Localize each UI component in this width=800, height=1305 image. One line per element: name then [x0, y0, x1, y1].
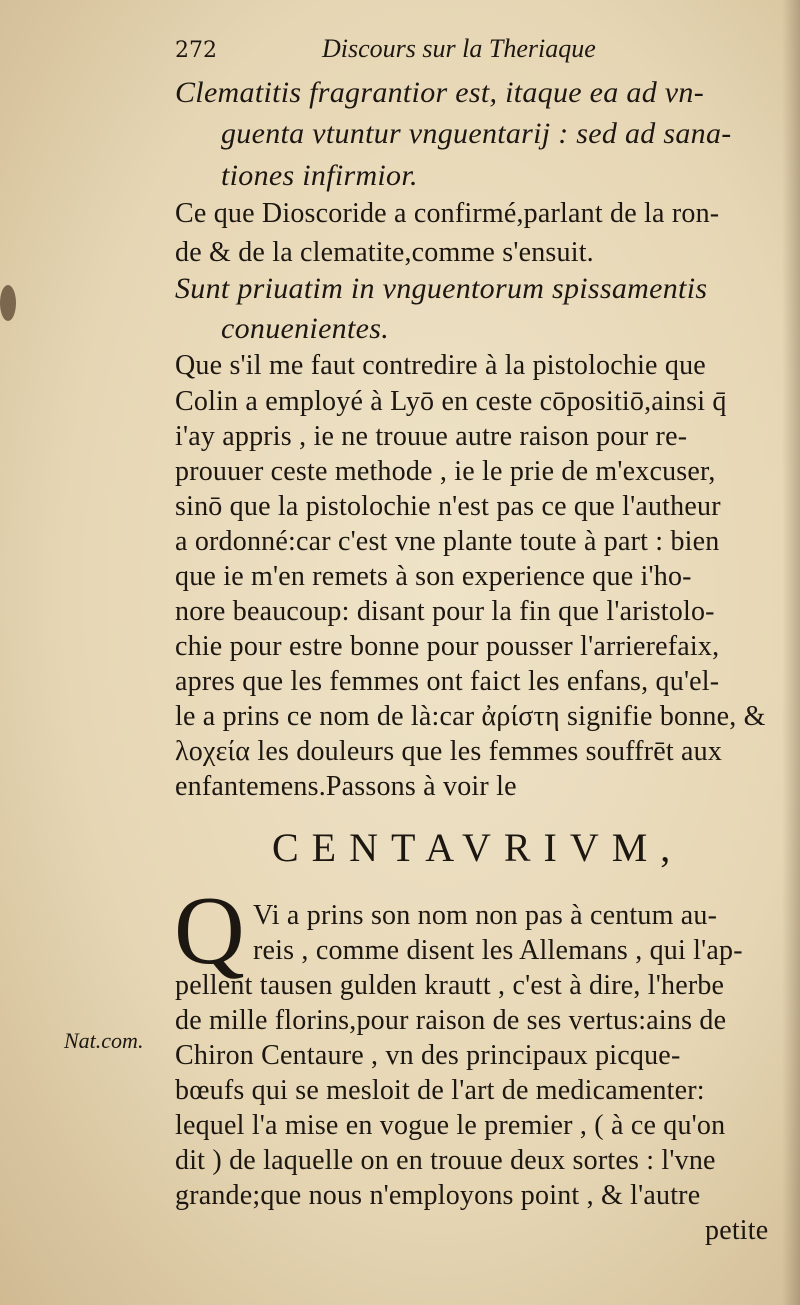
text-line: a ordonné:car c'est vne plante toute à part : bien	[175, 526, 720, 557]
section-heading: CENTAVRIVM,	[272, 825, 684, 870]
text-line: bœufs qui se mesloit de l'art de medicamenter:	[175, 1075, 705, 1106]
text-line: λοχεία les douleurs que les femmes souffrēt aux	[175, 736, 723, 767]
text-line: grande;que nous n'employons point , & l'autre	[175, 1180, 701, 1211]
text-line: prouuer ceste methode , ie le prie de m'excuser,	[175, 456, 716, 487]
ink-stain	[0, 285, 16, 321]
text-line: de & de la clematite,comme s'ensuit.	[175, 237, 594, 268]
text-line: lequel l'a mise en vogue le premier , ( à ce qu'on	[175, 1110, 726, 1141]
text-line: nore beaucoup: disant pour la fin que l'aristolo-	[175, 596, 715, 627]
text-line: petite	[705, 1215, 769, 1246]
running-title: Discours sur la Theriaque	[322, 34, 596, 63]
text-line: que ie m'en remets à son experience que i'ho-	[175, 561, 692, 592]
text-line: enfantemens.Passons à voir le	[175, 771, 517, 802]
text-line: chie pour estre bonne pour pousser l'arrierefaix,	[175, 631, 720, 662]
text-line: i'ay appris , ie ne trouue autre raison pour re-	[175, 421, 688, 452]
text-line: Que s'il me faut contredire à la pistolochie que	[175, 350, 706, 381]
text-line: conuenientes.	[221, 312, 390, 345]
text-line: Chiron Centaure , vn des principaux picque-	[175, 1040, 681, 1071]
margin-note: Nat.com.	[64, 1028, 144, 1053]
text-line: guenta vtuntur vnguentarij : sed ad sana-	[221, 117, 732, 150]
text-line: Ce que Dioscoride a confirmé,parlant de la ron-	[175, 198, 720, 229]
text-line: dit ) de laquelle on en trouue deux sortes : l'vne	[175, 1145, 716, 1176]
drop-cap: Q	[174, 877, 245, 985]
page-number: 272	[175, 38, 217, 63]
text-line: tiones infirmior.	[221, 159, 418, 192]
text-line: Sunt priuatim in vnguentorum spissamentis	[175, 272, 708, 305]
text-line: pellent tausen gulden krautt , c'est à dire, l'herbe	[175, 970, 725, 1001]
running-head	[175, 34, 596, 64]
text-line: Vi a prins son nom non pas à centum au-	[253, 900, 718, 931]
text-line: sinō que la pistolochie n'est pas ce que l'autheur	[175, 491, 721, 522]
text-line: reis , comme disent les Allemans , qui l'ap-	[253, 935, 743, 966]
text-line: Clematitis fragrantior est, itaque ea ad vn-	[175, 76, 705, 109]
text-line: le a prins ce nom de là:car ἀρίστη signifie bonne, &	[175, 701, 766, 732]
text-line: de mille florins,pour raison de ses vertus:ains de	[175, 1005, 727, 1036]
text-line: apres que les femmes ont faict les enfans, qu'el-	[175, 666, 720, 697]
text-line: Colin a employé à Lyō en ceste cōpositiō,ainsi q̄	[175, 386, 727, 417]
